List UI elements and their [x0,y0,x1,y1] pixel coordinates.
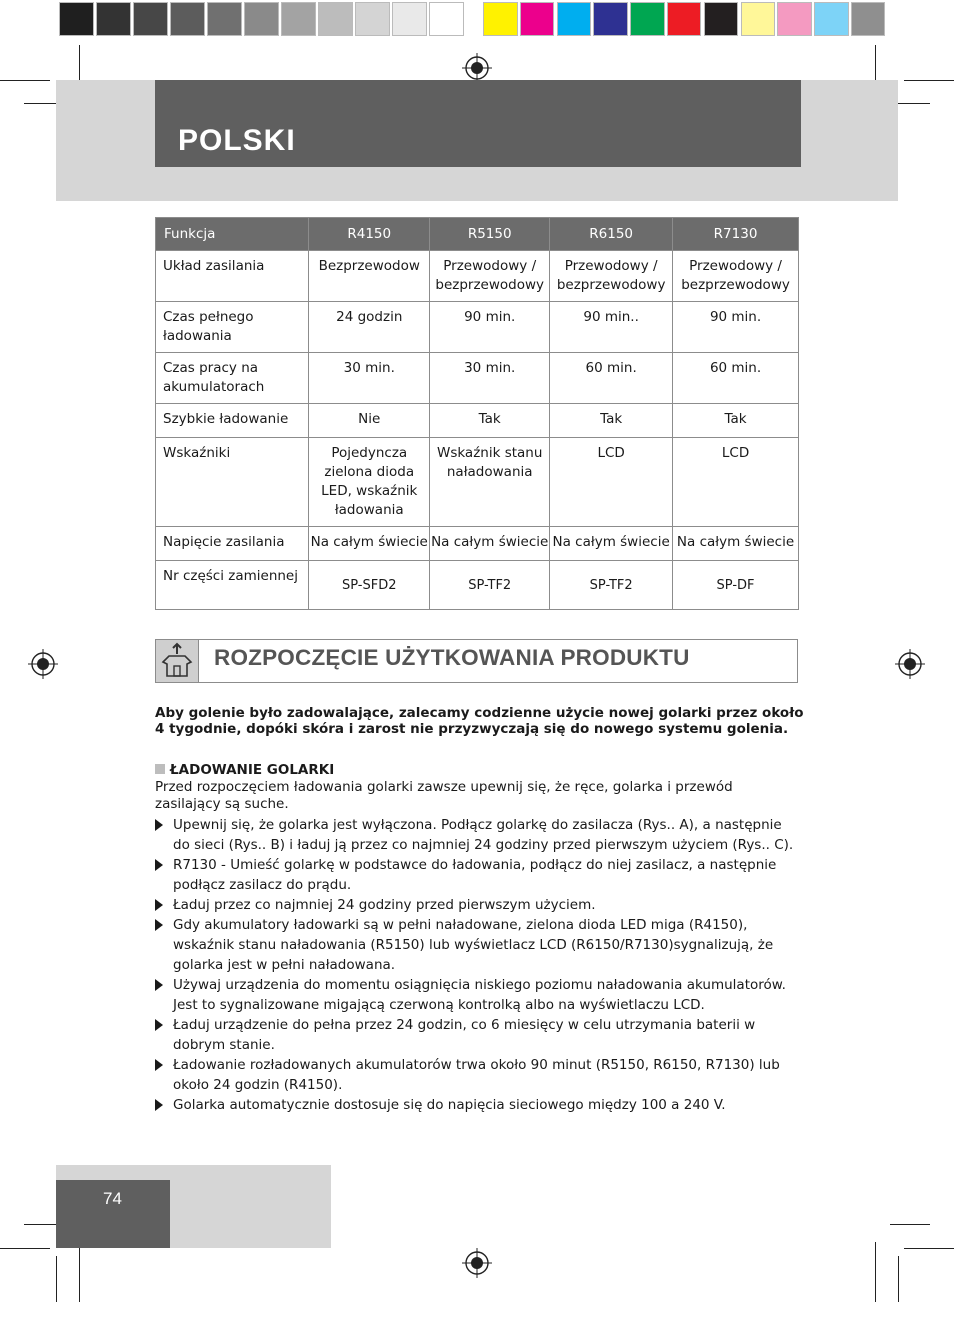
color-swatch [133,2,168,36]
list-item [155,855,795,895]
page-number: 74 [103,1189,122,1208]
row-label: Napięcie zasilania [156,527,309,561]
color-swatch [429,2,464,36]
crop-mark [0,80,50,81]
table-row [156,353,799,404]
color-swatch [59,2,94,36]
arrow-bullet-icon [155,859,163,871]
color-swatch [96,2,131,36]
crop-mark [875,1242,876,1302]
square-bullet-icon [155,764,165,774]
column-header: R4150 [309,218,430,251]
table-cell: Pojedyncza zielona dioda LED, wskaźnik ładowania [309,438,430,527]
table-cell: Tak [550,404,673,438]
crop-mark [79,1242,80,1302]
color-swatch [355,2,390,36]
table-cell: 90 min.. [550,302,673,353]
spec-table [155,217,799,610]
row-label: Szybkie ładowanie [156,404,309,438]
arrow-bullet-icon [155,919,163,931]
table-cell: Przewodowy / bezprzewodowy [430,251,550,302]
table-cell: Nie [309,404,430,438]
color-swatch [244,2,279,36]
page-title: POLSKI [178,124,296,157]
row-label: Wskaźniki [156,438,309,527]
list-item [155,1095,795,1115]
table-cell: Na całym świecie [673,527,799,561]
table-cell: Przewodowy / bezprzewodowy [550,251,673,302]
table-cell: LCD [673,438,799,527]
grey-calibration-bar [59,2,466,38]
table-cell: 30 min. [430,353,550,404]
table-cell: SP-DF [673,561,799,610]
table-row [156,404,799,438]
table-cell: Przewodowy / bezprzewodowy [673,251,799,302]
list-item-text: Używaj urządzenia do momentu osiągnięcia niskiego poziomu naładowania akumulatorów. Jest to sygnalizowane migającą czerwoną kontrolką albo na wyświetlaczu LCD. [173,977,786,1013]
column-header: R7130 [673,218,799,251]
table-cell: Na całym świecie [430,527,550,561]
table-cell: 60 min. [673,353,799,404]
table-cell: Bezprzewodow [309,251,430,302]
color-calibration-bar [483,2,888,38]
table-cell: Wskaźnik stanu naładowania [430,438,550,527]
row-label: Układ zasilania [156,251,309,302]
color-swatch [777,2,812,36]
color-swatch [170,2,205,36]
color-swatch [851,2,886,36]
color-swatch [318,2,353,36]
arrow-bullet-icon [155,979,163,991]
color-swatch [557,2,592,36]
table-row [156,302,799,353]
table-cell: 30 min. [309,353,430,404]
table-row [156,561,799,610]
list-item [155,915,795,975]
table-cell: 24 godzin [309,302,430,353]
color-swatch [704,2,739,36]
row-label: Czas pracy na akumulatorach [156,353,309,404]
table-cell: SP-TF2 [430,561,550,610]
column-header: R6150 [550,218,673,251]
column-header: R5150 [430,218,550,251]
table-row [156,251,799,302]
arrow-bullet-icon [155,1019,163,1031]
crop-mark [56,1256,57,1302]
registration-mark-icon [28,649,58,679]
table-cell: Na całym świecie [309,527,430,561]
registration-mark-icon [895,649,925,679]
color-swatch [667,2,702,36]
color-swatch [281,2,316,36]
section-title: ROZPOCZĘCIE UŻYTKOWANIA PRODUKTU [214,645,690,670]
column-header: Funkcja [156,218,309,251]
arrow-bullet-icon [155,899,163,911]
list-item-text: Ładowanie rozładowanych akumulatorów trwa około 90 minut (R5150, R6150, R7130) lub około 24 godzin (R4150). [173,1057,780,1093]
list-item-text: Upewnij się, że golarka jest wyłączona. Podłącz golarkę do zasilacza (Rys.. A), a następnie do sieci (Rys.. B) i ładuj ją przez co najmniej 24 godziny przed pierwszym użyciem (Rys.. C). [173,817,794,853]
intro-paragraph: Aby golenie było zadowalające, zalecamy codzienne użycie nowej golarki przez około 4 tygodnie, dopóki skóra i zarost nie przyzwyczają się do nowego systemu golenia. [155,705,804,737]
color-swatch [630,2,665,36]
color-swatch [483,2,518,36]
registration-mark-icon [462,1248,492,1278]
list-item [155,895,795,915]
list-item [155,1015,795,1055]
table-cell: LCD [550,438,673,527]
list-item-text: Ładuj przez co najmniej 24 godziny przed pierwszym użyciem. [173,897,596,913]
section-icon-box [155,639,199,683]
table-cell: Na całym świecie [550,527,673,561]
crop-mark [898,1256,899,1302]
list-item [155,1055,795,1095]
lead-paragraph: Przed rozpoczęciem ładowania golarki zawsze upewnij się, że ręce, golarka i przewód zasilający są suche. [155,779,733,812]
list-item-text: Golarka automatycznie dostosuje się do napięcia sieciowego między 100 a 240 V. [173,1097,726,1113]
table-header-row [156,218,799,251]
table-row [156,527,799,561]
arrow-bullet-icon [155,1099,163,1111]
list-item-text: R7130 - Umieść golarkę w podstawce do ładowania, podłącz do niej zasilacz, a następnie podłącz zasilacz do prądu. [173,857,777,893]
table-cell: 90 min. [430,302,550,353]
crop-mark [890,1224,930,1225]
table-cell: SP-SFD2 [309,561,430,610]
list-item-text: Gdy akumulatory ładowarki są w pełni naładowane, zielona dioda LED miga (R4150), wskaźnik stanu naładowania (R5150) lub wyświetlacz LCD (R6150/R7130)sygnalizują, że golarka jest w pełni naładowana. [173,917,774,973]
list-item [155,815,795,855]
table-cell: Tak [673,404,799,438]
arrow-bullet-icon [155,819,163,831]
color-swatch [207,2,242,36]
table-cell: 90 min. [673,302,799,353]
arrow-bullet-icon [155,1059,163,1071]
color-swatch [520,2,555,36]
table-cell: Tak [430,404,550,438]
list-item [155,975,795,1015]
row-label: Czas pełnego ładowania [156,302,309,353]
table-cell: 60 min. [550,353,673,404]
instruction-list [155,815,795,1115]
list-item-text: Ładuj urządzenie do pełna przez 24 godzin, co 6 miesięcy w celu utrzymania baterii w dobrym stanie. [173,1017,756,1053]
table-row [156,438,799,527]
crop-mark [904,80,954,81]
color-swatch [814,2,849,36]
shirt-hanger-icon [156,640,198,682]
color-swatch [741,2,776,36]
color-swatch [593,2,628,36]
subsection-heading [155,762,334,778]
row-label: Nr części zamiennej [156,561,309,610]
table-cell: SP-TF2 [550,561,673,610]
crop-mark [0,1248,50,1249]
color-swatch [392,2,427,36]
registration-mark-icon [462,53,492,83]
crop-mark [904,1248,954,1249]
subsection-heading-text: ŁADOWANIE GOLARKI [170,762,335,778]
